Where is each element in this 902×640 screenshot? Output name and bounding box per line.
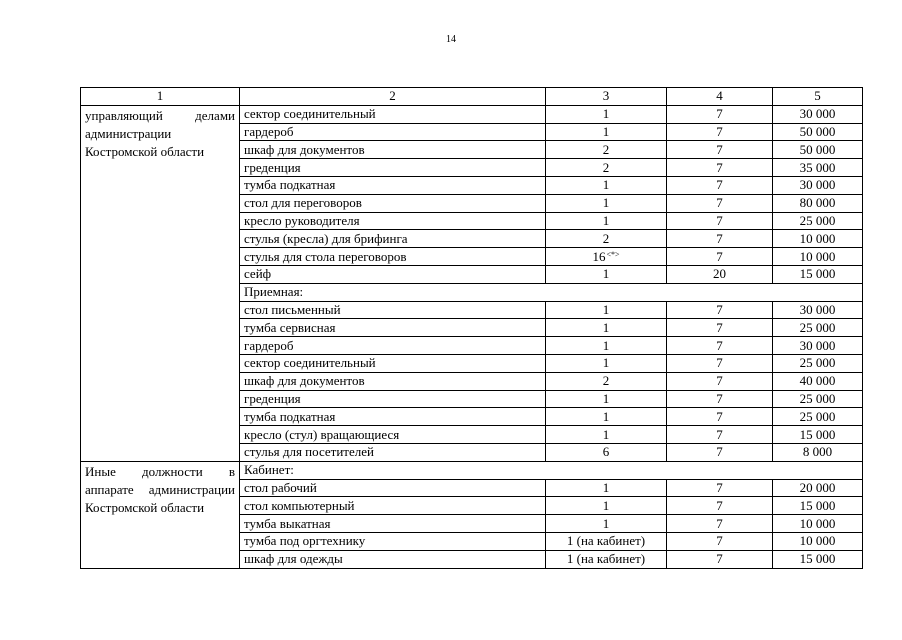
quantity-cell [546, 230, 667, 248]
service-years: 7 [667, 443, 773, 461]
item-name: сектор соединительный [240, 105, 546, 123]
quantity-value: 1 [602, 355, 610, 371]
max-price: 80 000 [773, 194, 863, 212]
max-price: 10 000 [773, 515, 863, 533]
max-price: 15 000 [773, 426, 863, 444]
service-years: 7 [667, 479, 773, 497]
service-years: 7 [667, 390, 773, 408]
quantity-cell [546, 354, 667, 372]
item-name: сейф [240, 265, 546, 283]
item-name: тумба под оргтехнику [240, 532, 546, 550]
quantity-cell [546, 497, 667, 515]
max-price: 25 000 [773, 408, 863, 426]
quantity-cell [546, 426, 667, 444]
service-years: 7 [667, 497, 773, 515]
service-years: 7 [667, 141, 773, 159]
item-name: стол для переговоров [240, 194, 546, 212]
quantity-cell [546, 105, 667, 123]
section-label: Приемная: [240, 283, 863, 301]
quantity-cell [546, 550, 667, 568]
item-name: тумба подкатная [240, 408, 546, 426]
quantity-value: 1 [602, 266, 610, 282]
quantity-cell [546, 443, 667, 461]
header-cell: 3 [546, 88, 667, 106]
quantity-value: 1 [602, 195, 610, 211]
max-price: 20 000 [773, 479, 863, 497]
item-name: тумба выкатная [240, 515, 546, 533]
quantity-cell [546, 390, 667, 408]
service-years: 20 [667, 265, 773, 283]
quantity-cell [546, 265, 667, 283]
item-name: сектор соединительный [240, 354, 546, 372]
quantity-value: 2 [602, 159, 610, 175]
max-price: 30 000 [773, 301, 863, 319]
quantity-cell [546, 532, 667, 550]
max-price: 10 000 [773, 532, 863, 550]
service-years: 7 [667, 194, 773, 212]
quantity-cell [546, 301, 667, 319]
quantity-value: 1 [602, 408, 610, 424]
service-years: 7 [667, 176, 773, 194]
service-years: 7 [667, 319, 773, 337]
quantity-cell [546, 159, 667, 177]
quantity-value: 2 [602, 373, 610, 389]
quantity-value: 1 (на кабинет) [566, 551, 646, 567]
header-cell: 4 [667, 88, 773, 106]
max-price: 25 000 [773, 319, 863, 337]
max-price: 10 000 [773, 230, 863, 248]
quantity-value: 1 [602, 319, 610, 335]
position-category: Иные должности в аппарате администрации Костромской области [81, 461, 240, 568]
quantity-value: 1 [602, 123, 610, 139]
quantity-cell [546, 212, 667, 230]
item-name: шкаф для одежды [240, 550, 546, 568]
quantity-value: 1 [602, 515, 610, 531]
header-row [81, 88, 863, 106]
max-price: 25 000 [773, 354, 863, 372]
max-price: 8 000 [773, 443, 863, 461]
footnote-mark: <*> [606, 249, 620, 259]
service-years: 7 [667, 426, 773, 444]
item-name: греденция [240, 159, 546, 177]
max-price: 50 000 [773, 123, 863, 141]
furniture-norms-table [80, 87, 863, 569]
item-name: стол письменный [240, 301, 546, 319]
item-name: стол рабочий [240, 479, 546, 497]
quantity-cell [546, 372, 667, 390]
quantity-cell [546, 337, 667, 355]
quantity-value: 1 [602, 212, 610, 228]
service-years: 7 [667, 408, 773, 426]
quantity-value: 1 [602, 337, 610, 353]
item-name: стол компьютерный [240, 497, 546, 515]
service-years: 7 [667, 550, 773, 568]
item-name: тумба сервисная [240, 319, 546, 337]
position-category: управляющий делами администрации Костромской области [81, 105, 240, 461]
service-years: 7 [667, 159, 773, 177]
quantity-value: 1 [602, 479, 610, 495]
item-name: гардероб [240, 337, 546, 355]
quantity-value: 1 [602, 390, 610, 406]
quantity-cell [546, 515, 667, 533]
header-cell: 5 [773, 88, 863, 106]
service-years: 7 [667, 515, 773, 533]
item-name: греденция [240, 390, 546, 408]
service-years: 7 [667, 105, 773, 123]
quantity-value: 1 [602, 177, 610, 193]
max-price: 40 000 [773, 372, 863, 390]
max-price: 15 000 [773, 265, 863, 283]
item-name: стулья для стола переговоров [240, 248, 546, 266]
max-price: 30 000 [773, 337, 863, 355]
item-name: шкаф для документов [240, 141, 546, 159]
item-name: кресло (стул) вращающиеся [240, 426, 546, 444]
quantity-value: 2 [602, 230, 610, 246]
page-number: 14 [446, 34, 456, 45]
quantity-cell [546, 141, 667, 159]
item-name: стулья (кресла) для брифинга [240, 230, 546, 248]
quantity-cell [546, 248, 667, 266]
quantity-value: 1 [602, 301, 610, 317]
max-price: 30 000 [773, 176, 863, 194]
item-name: шкаф для документов [240, 372, 546, 390]
max-price: 30 000 [773, 105, 863, 123]
quantity-cell [546, 319, 667, 337]
quantity-value: 16 [592, 248, 606, 264]
service-years: 7 [667, 212, 773, 230]
max-price: 25 000 [773, 212, 863, 230]
service-years: 7 [667, 532, 773, 550]
header-cell: 1 [81, 88, 240, 106]
quantity-cell [546, 408, 667, 426]
item-name: тумба подкатная [240, 176, 546, 194]
service-years: 7 [667, 123, 773, 141]
max-price: 35 000 [773, 159, 863, 177]
item-name: гардероб [240, 123, 546, 141]
item-name: кресло руководителя [240, 212, 546, 230]
max-price: 15 000 [773, 550, 863, 568]
service-years: 7 [667, 248, 773, 266]
quantity-value: 1 (на кабинет) [566, 533, 646, 549]
max-price: 50 000 [773, 141, 863, 159]
item-name: стулья для посетителей [240, 443, 546, 461]
table-row [81, 105, 863, 123]
max-price: 15 000 [773, 497, 863, 515]
quantity-value: 1 [602, 497, 610, 513]
quantity-cell [546, 479, 667, 497]
quantity-cell [546, 194, 667, 212]
service-years: 7 [667, 354, 773, 372]
quantity-value: 2 [602, 141, 610, 157]
max-price: 10 000 [773, 248, 863, 266]
header-cell: 2 [240, 88, 546, 106]
quantity-cell [546, 176, 667, 194]
quantity-value: 1 [602, 426, 610, 442]
section-row [81, 461, 863, 479]
service-years: 7 [667, 301, 773, 319]
max-price: 25 000 [773, 390, 863, 408]
quantity-value: 1 [602, 106, 610, 122]
service-years: 7 [667, 372, 773, 390]
service-years: 7 [667, 230, 773, 248]
quantity-value: 6 [602, 444, 610, 460]
service-years: 7 [667, 337, 773, 355]
quantity-cell [546, 123, 667, 141]
section-label: Кабинет: [240, 461, 863, 479]
